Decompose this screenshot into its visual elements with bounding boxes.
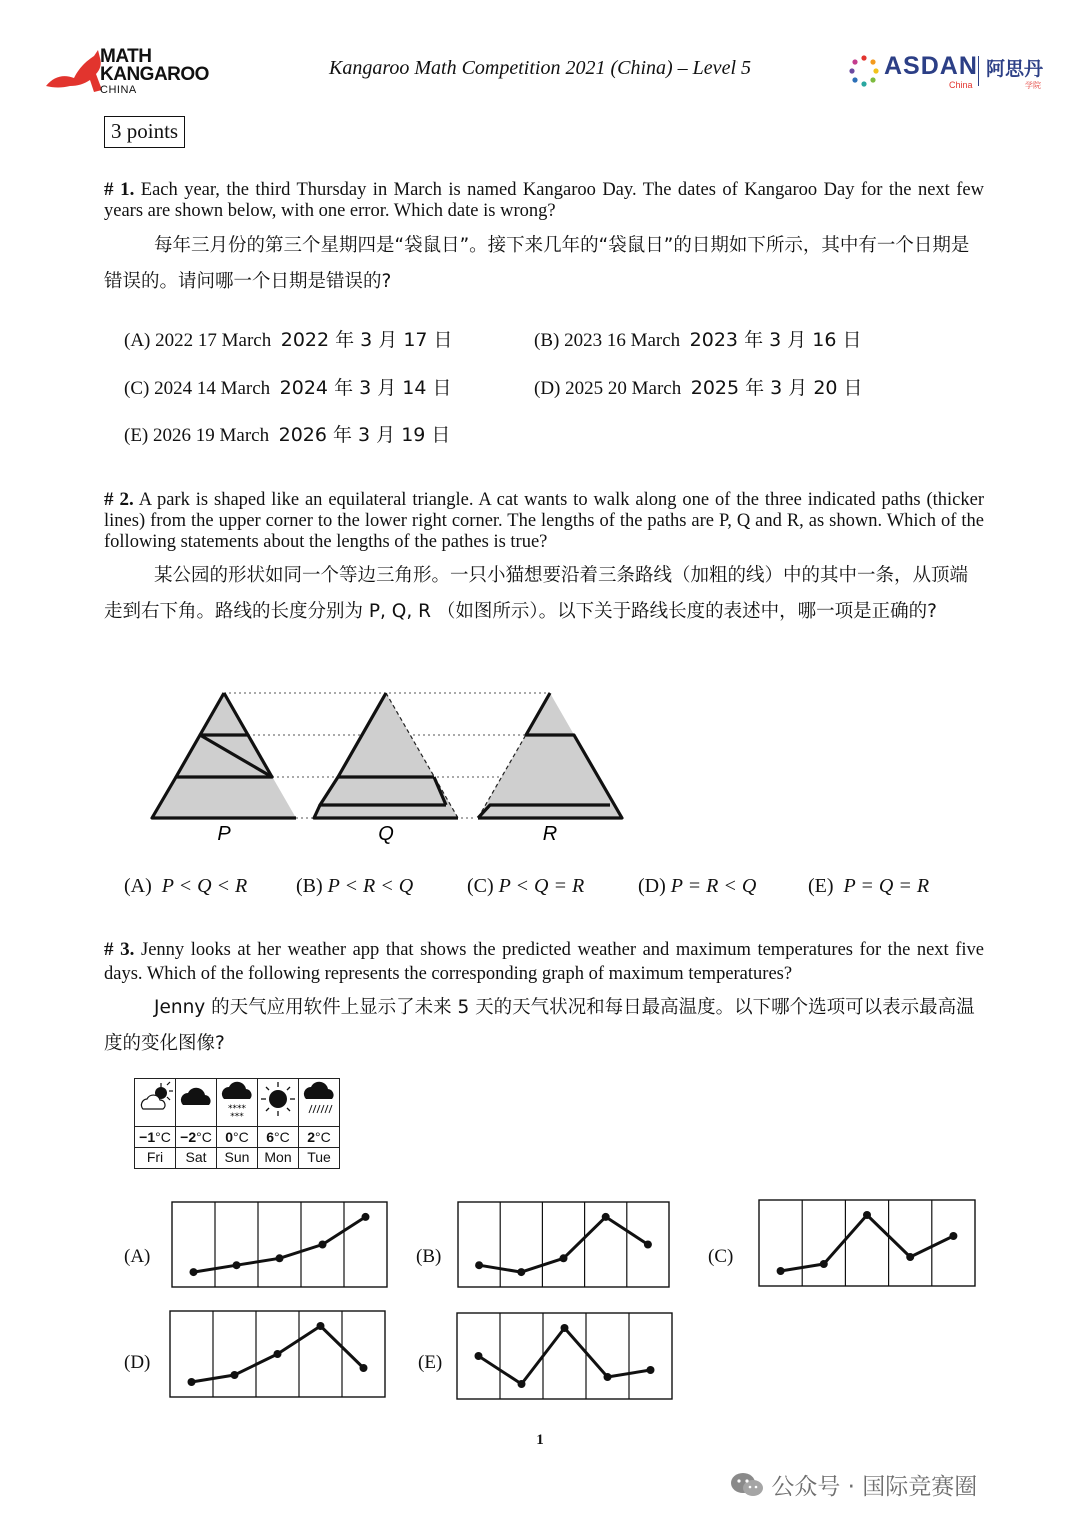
graph-point <box>188 1378 196 1386</box>
cloud-icon <box>176 1079 216 1121</box>
path-label-q: Q <box>378 823 394 845</box>
temperature-mon: 6°C <box>258 1127 299 1148</box>
q3-option-e-label[interactable]: (E) <box>418 1352 443 1373</box>
day-sun: Sun <box>217 1148 258 1169</box>
graph-point <box>820 1260 828 1268</box>
rain-icon <box>299 1079 339 1121</box>
graph-point <box>319 1241 327 1249</box>
q3-graph-d[interactable] <box>169 1310 386 1398</box>
points-section-label: 3 points <box>104 116 185 148</box>
page-header-title: Kangaroo Math Competition 2021 (China) – Level 5 <box>328 57 751 79</box>
question-2-text <box>104 489 984 553</box>
temperature-tue: 2°C <box>299 1127 340 1148</box>
graph-point <box>231 1371 239 1379</box>
weather-icon-cell <box>217 1079 258 1127</box>
question-2-number: # 2. <box>104 489 134 510</box>
temperature-sun: 0°C <box>217 1127 258 1148</box>
sun-icon <box>258 1079 298 1121</box>
question-1-text <box>104 179 984 222</box>
temperature-fri: −1°C <box>135 1127 176 1148</box>
q1-option-b[interactable]: (B) 2023 16 March 2023 年 3 月 16 日 <box>534 329 862 351</box>
graph-point <box>517 1268 525 1276</box>
graph-point <box>190 1268 198 1276</box>
asdan-logo-word: ASDAN <box>884 52 978 80</box>
partly-cloudy-icon <box>135 1079 175 1121</box>
question-1-chinese: 每年三月份的第三个星期四是“袋鼠日”。接下来几年的“袋鼠日”的日期如下所示，其中有一个日期是错误的。请问哪一个日期是错误的? <box>104 235 970 292</box>
weather-icon-cell <box>299 1079 340 1127</box>
q1-option-e[interactable]: (E) 2026 19 March 2026 年 3 月 19 日 <box>124 424 451 446</box>
graph-point <box>233 1261 241 1269</box>
graph-point <box>560 1254 568 1262</box>
q2-option-d[interactable]: (D) P = R < Q <box>638 875 757 897</box>
math-kangaroo-wordmark: MATH KANGAROO CHINA <box>100 46 209 96</box>
question-3-number: # 3. <box>104 939 135 960</box>
day-tue: Tue <box>299 1148 340 1169</box>
question-2-english: A park is shaped like an equilateral triangle. A cat wants to walk along one of the three indicated paths (thicker lines) from the upper corner to the lower right corner. The lengths of the paths are P, Q and R, as shown. Which of the following statements about the lengths of the pathes is true? <box>104 490 984 552</box>
graph-point <box>518 1380 526 1388</box>
weather-forecast-table <box>134 1078 340 1169</box>
temperature-sat: −2°C <box>176 1127 217 1148</box>
asdan-logo-mark <box>848 54 880 88</box>
q3-option-a-label[interactable]: (A) <box>124 1246 151 1267</box>
q3-graph-c[interactable] <box>758 1199 976 1287</box>
asdan-logo-sub: China <box>949 80 973 90</box>
graph-frame <box>458 1202 669 1287</box>
q3-graph-e[interactable] <box>456 1312 673 1400</box>
weather-icon-cell <box>176 1079 217 1127</box>
svg-text:***: *** <box>230 1112 244 1122</box>
wechat-watermark: 公众号 · 国际竞赛圈 <box>730 1468 977 1501</box>
graph-point <box>317 1322 325 1330</box>
triangle-paths-figure <box>140 680 640 845</box>
asdan-logo-divider <box>978 56 979 86</box>
q3-option-b-label[interactable]: (B) <box>416 1246 442 1267</box>
question-1-english: Each year, the third Thursday in March is named Kangaroo Day. The dates of Kangaroo Day for the next few years are shown below, with one error. Which date is wrong? <box>104 180 984 221</box>
q2-option-a[interactable]: (A) P < Q < R <box>124 875 248 897</box>
question-3-text <box>104 938 984 986</box>
q3-graph-a[interactable] <box>171 1201 388 1288</box>
question-1-number: # 1. <box>104 179 135 200</box>
svg-text:****: **** <box>228 1104 246 1114</box>
graph-point <box>644 1241 652 1249</box>
graph-point <box>561 1324 569 1332</box>
q3-graph-b[interactable] <box>457 1201 670 1288</box>
wechat-icon <box>730 1471 764 1499</box>
q2-option-e[interactable]: (E) P = Q = R <box>808 875 930 897</box>
weather-icon-cell <box>258 1079 299 1127</box>
q1-option-c[interactable]: (C) 2024 14 March 2024 年 3 月 14 日 <box>124 377 452 399</box>
graph-point <box>276 1254 284 1262</box>
page-number: 1 <box>536 1432 544 1448</box>
graph-point <box>274 1350 282 1358</box>
path-label-r: R <box>542 823 558 845</box>
q3-option-d-label[interactable]: (D) <box>124 1352 151 1373</box>
graph-point <box>906 1253 914 1261</box>
weather-icon-cell <box>135 1079 176 1127</box>
graph-point <box>475 1261 483 1269</box>
asdan-logo-chinese: 阿思丹 <box>986 58 1044 80</box>
path-label-p: P <box>217 823 231 845</box>
question-3-chinese: Jenny 的天气应用软件上显示了未来 5 天的天气状况和每日最高温度。以下哪个选项可以表示最高温度的变化图像? <box>104 997 975 1054</box>
graph-point <box>362 1213 370 1221</box>
day-fri: Fri <box>135 1148 176 1169</box>
asdan-logo-chinese-sub: 学院 <box>1025 81 1041 90</box>
graph-frame <box>172 1202 387 1287</box>
day-mon: Mon <box>258 1148 299 1169</box>
graph-point <box>777 1267 785 1275</box>
question-2-chinese: 某公园的形状如同一个等边三角形。一只小猫想要沿着三条路线（加粗的线）中的其中一条，从顶端走到右下角。路线的长度分别为 P, Q, R （如图所示）。以下关于路线长度的表述中，哪一项是正确的? <box>104 565 969 622</box>
graph-point <box>475 1352 483 1360</box>
graph-point <box>602 1213 610 1221</box>
triangle-r <box>478 693 622 818</box>
graph-point <box>360 1364 368 1372</box>
q2-option-c[interactable]: (C) P < Q = R <box>467 875 585 897</box>
graph-point <box>647 1366 655 1374</box>
graph-point <box>863 1211 871 1219</box>
q3-option-c-label[interactable]: (C) <box>708 1246 734 1267</box>
q2-option-b[interactable]: (B) P < R < Q <box>296 875 414 897</box>
triangle-q <box>314 693 458 818</box>
question-3-english: Jenny looks at her weather app that shows the predicted weather and maximum temperatures for the next five days. Which of the following represents the corresponding graph of maximum temperatures? <box>104 940 985 984</box>
snow-icon <box>217 1079 257 1121</box>
graph-point <box>949 1232 957 1240</box>
graph-point <box>604 1373 612 1381</box>
q1-option-d[interactable]: (D) 2025 20 March 2025 年 3 月 20 日 <box>534 377 863 399</box>
q1-option-a[interactable]: (A) 2022 17 March 2022 年 3 月 17 日 <box>124 329 453 351</box>
triangle-p <box>152 693 296 818</box>
day-sat: Sat <box>176 1148 217 1169</box>
